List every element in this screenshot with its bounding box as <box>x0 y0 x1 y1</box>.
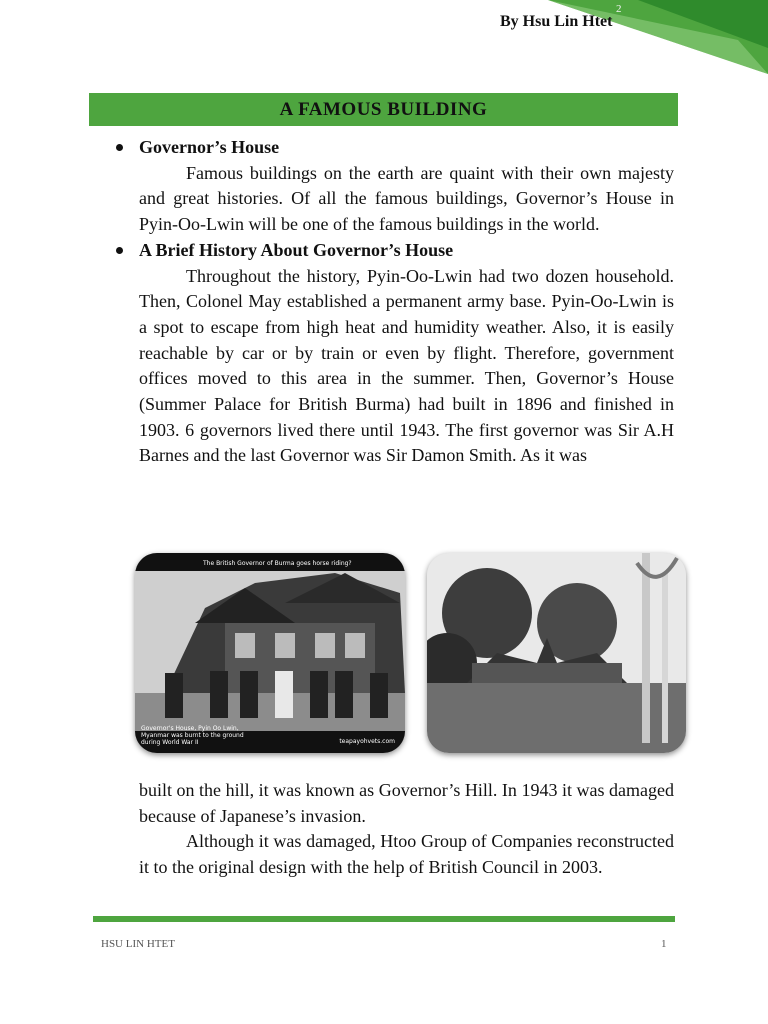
corner-page-number: 2 <box>616 3 622 15</box>
footer-page-number: 1 <box>661 938 667 950</box>
main-content <box>112 135 674 469</box>
photo-credit: teapayohvets.com <box>339 738 395 745</box>
photo-caption-top: The British Governor of Burma goes horse riding? <box>203 560 352 567</box>
footer-author: HSU LIN HTET <box>101 938 175 950</box>
horse-riders-image <box>135 553 405 753</box>
section-heading-text: A Brief History About Governor’s House <box>139 239 454 260</box>
governors-house-photo <box>427 553 686 753</box>
bullet-icon <box>116 144 123 151</box>
author-byline: By Hsu Lin Htet <box>500 13 613 30</box>
section-heading <box>112 238 674 264</box>
section-paragraph: Throughout the history, Pyin-Oo-Lwin had two dozen household. Then, Colonel May established a permanent army base. Pyin-Oo-Lwin is a spot to escape from high heat and humidity weather. Also, it is easily reachable by car or by train or even by flight. Therefore, government offices moved to this area in the summer. Then, Governor’s House (Summer Palace for British Burma) had built in 1896 and finished in 1903. 6 governors lived there until 1943. The first governor was Sir A.H Barnes and the last Governor was Sir Damon Smith. As it was <box>139 265 674 466</box>
continuation-paragraph: built on the hill, it was known as Governor’s Hill. In 1943 it was damaged because of Japanese’s invasion. <box>139 780 674 826</box>
green-corner-shape <box>438 0 768 80</box>
section-paragraph: Famous buildings on the earth are quaint with their own majesty and great histories. Of all the famous buildings, Governor’s House in Pyin-Oo-Lwin will be one of the famous buildings in the world. <box>139 162 674 235</box>
page-title: A FAMOUS BUILDING <box>89 93 678 126</box>
footer-divider <box>93 916 675 922</box>
governors-house-image <box>427 553 686 753</box>
corner-decoration <box>438 0 768 80</box>
section-heading <box>112 135 674 161</box>
continuation-content <box>139 778 674 881</box>
continuation-paragraph: Although it was damaged, Htoo Group of Companies reconstructed it to the original design with the help of British Council in 2003. <box>139 831 674 878</box>
horse-riders-photo <box>135 553 405 753</box>
section-heading-text: Governor’s House <box>139 137 280 157</box>
bullet-icon <box>116 247 123 254</box>
photo-caption-bottom: Governor's House, Pyin Oo Lwin, Myanmar was burnt to the ground during World War II <box>141 725 244 746</box>
photo-row <box>135 553 687 755</box>
